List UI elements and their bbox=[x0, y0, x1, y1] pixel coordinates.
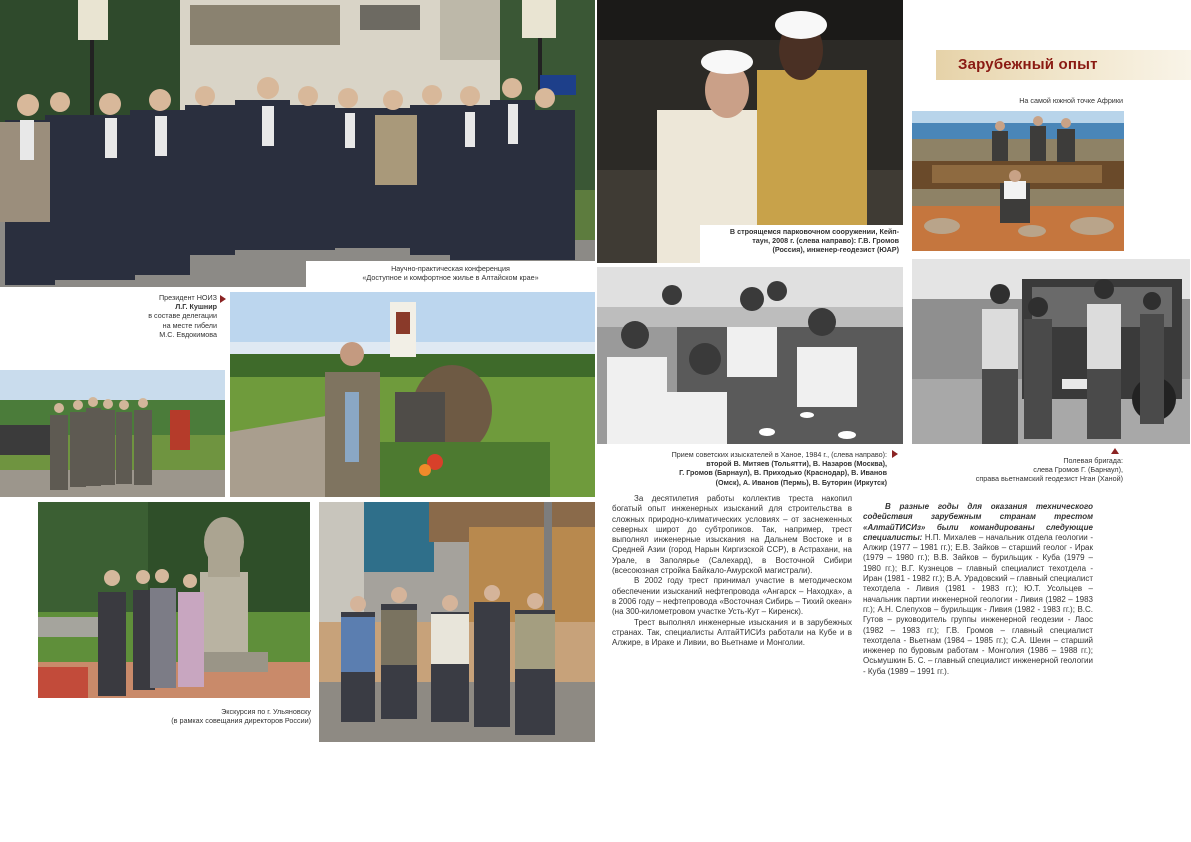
body-text-left-column bbox=[612, 494, 852, 648]
section-title-band bbox=[936, 50, 1191, 80]
pointer-right-icon bbox=[220, 295, 226, 303]
pointer-up-icon bbox=[1111, 448, 1119, 454]
specialists-list: Н.П. Михалев – начальник отдела геологии - Алжир (1977 – 1981 гг.); Е.В. Зайков – старший геолог - Ирак (1979 – 1980 гг.); В.В. Зайков – бурильщик - Куба (1979 – 1980 гг.); В.Г. Кузнецов – главный специалист техотдела - Иран (1981 - 1982 гг.); В.А. Урадовский – главный специалист техотдела - Ливия (1981 - 1983 гг.); Ю.Т. Усольцев – начальник партии инженерной геологии - Ливия (1982 – 1983 гг.); А.Н. Слепухов – бурильщик - Ливия (1982 - 1983 гг.); В.С. Гутов – руководитель группы инженерной геодезии - Лаос (1982 – 1983 гг.); Г.В. Громов – главный специалист техотдела - Вьетнам (1984 – 1985 гг.); С.А. Шеин – старший инженер по буровым работам - Монголия (1986 – 1988 гг.); Осьмушкин Б. С. – главный специалист инженерной геологии - Куба (1989 – 1991 гг.). bbox=[863, 532, 1093, 676]
kushnir-caption-line3: в составе делегации bbox=[148, 311, 217, 321]
ulyanovsk-caption-line2: (в рамках совещания директоров России) bbox=[171, 716, 311, 726]
hanoi-caption-line1: Прием советских изыскателей в Ханое, 1984 г., (слева направо): bbox=[671, 450, 887, 459]
hanoi-caption-line4: (Омск), А. Иванов (Пермь), В. Буторин (Иркутск) bbox=[715, 477, 887, 487]
field-caption-line3: справа вьетнамский геодезист Нган (Ханой) bbox=[975, 474, 1123, 484]
kushnir-caption-line4: на месте гибели bbox=[162, 320, 217, 330]
field-caption-line1: Полевая бригада: bbox=[1063, 456, 1123, 465]
specialists-lead: В разные годы для оказания технического содействия зарубежным странам трестом «АлтайТИСИз» были командированы следующие специалисты: bbox=[863, 502, 1093, 542]
kushnir-caption-name: Л.Г. Кушнир bbox=[175, 302, 217, 312]
section-title: Зарубежный опыт bbox=[958, 56, 1098, 73]
capetown-parking-photo bbox=[597, 0, 903, 263]
conference-caption-line1: Научно-практическая конференция bbox=[391, 264, 510, 273]
africa-caption: На самой южной точке Африки bbox=[1019, 96, 1123, 105]
ulyanovsk-caption-line1: Экскурсия по г. Ульяновску bbox=[221, 707, 311, 716]
pointer-up-right-icon bbox=[892, 450, 898, 458]
delegation-memorial-photo bbox=[0, 370, 225, 497]
south-africa-point-photo bbox=[912, 111, 1124, 251]
kushnir-caption-line1: Президент НОИЗ bbox=[158, 293, 217, 302]
capetown-caption-box bbox=[700, 225, 903, 263]
body-paragraph-1: За десятилетия работы коллектив треста накопил богатый опыт инженерных изысканий для строительства в сложных природно-климатических условиях – от заснеженных северных широт до субтропиков. Так, например, трест выполнял инженерные изыскания на Дальнем Востоке и в Средней Азии (город Нарын Киргизской ССР), в Астрахани, на Урале, в Заполярье (Салехард), в Восточной Сибири (всесоюзная стройка Байкало-Амурской магистрали). bbox=[612, 494, 852, 576]
conference-caption-box bbox=[306, 261, 595, 287]
field-brigade-photo bbox=[912, 259, 1190, 444]
hanoi-caption-line2: второй В. Митяев (Тольятти), В. Назаров (Москва), bbox=[706, 459, 887, 469]
capetown-caption-gromov: Г.В. Громов bbox=[858, 236, 899, 246]
conference-caption-line2: «Доступное и комфортное жилье в Алтайском крае» bbox=[362, 273, 539, 283]
hanoi-reception-photo bbox=[597, 267, 903, 444]
ulyanovsk-statue-photo bbox=[38, 502, 310, 698]
capetown-caption-line2: таун, 2008 г. (слева направо): bbox=[752, 236, 859, 246]
kushnir-caption-line5: М.С. Евдокимова bbox=[159, 329, 217, 339]
field-brigade-caption bbox=[912, 456, 1123, 484]
capetown-caption-line1: В строящемся парковочном сооружении, Кейп- bbox=[729, 227, 899, 236]
memorial-stone-photo bbox=[230, 292, 595, 497]
body-paragraph-2: В 2002 году трест принимал участие в методическом обеспечении изысканий нефтепровода «Ангарск – Находка», а в 2006 году – нефтепровода «Восточная Сибирь – Тихий океан» (на 300-километровом участке Усть-Кут – Киренск). bbox=[612, 576, 852, 617]
kushnir-caption bbox=[120, 293, 217, 339]
field-caption-line2: слева Громов Г. (Барнаул), bbox=[1033, 465, 1123, 475]
pergola-group-photo bbox=[319, 502, 595, 742]
conference-group-photo bbox=[0, 0, 595, 287]
ulyanovsk-caption bbox=[80, 707, 311, 725]
hanoi-caption bbox=[597, 450, 887, 487]
capetown-caption-line3: (Россия), инженер-геодезист (ЮАР) bbox=[772, 245, 899, 255]
body-paragraph-3: Трест выполнял инженерные изыскания и в зарубежных странах. Так, специалисты АлтайТИСИз работали на Кубе и в Алжире, в Ираке и Ливии, во Вьетнаме и Монголии. bbox=[612, 617, 852, 648]
hanoi-caption-line3: Г. Громов (Барнаул), В. Приходько (Краснодар), В. Иванов bbox=[679, 468, 887, 478]
body-text-right-column bbox=[863, 502, 1093, 677]
